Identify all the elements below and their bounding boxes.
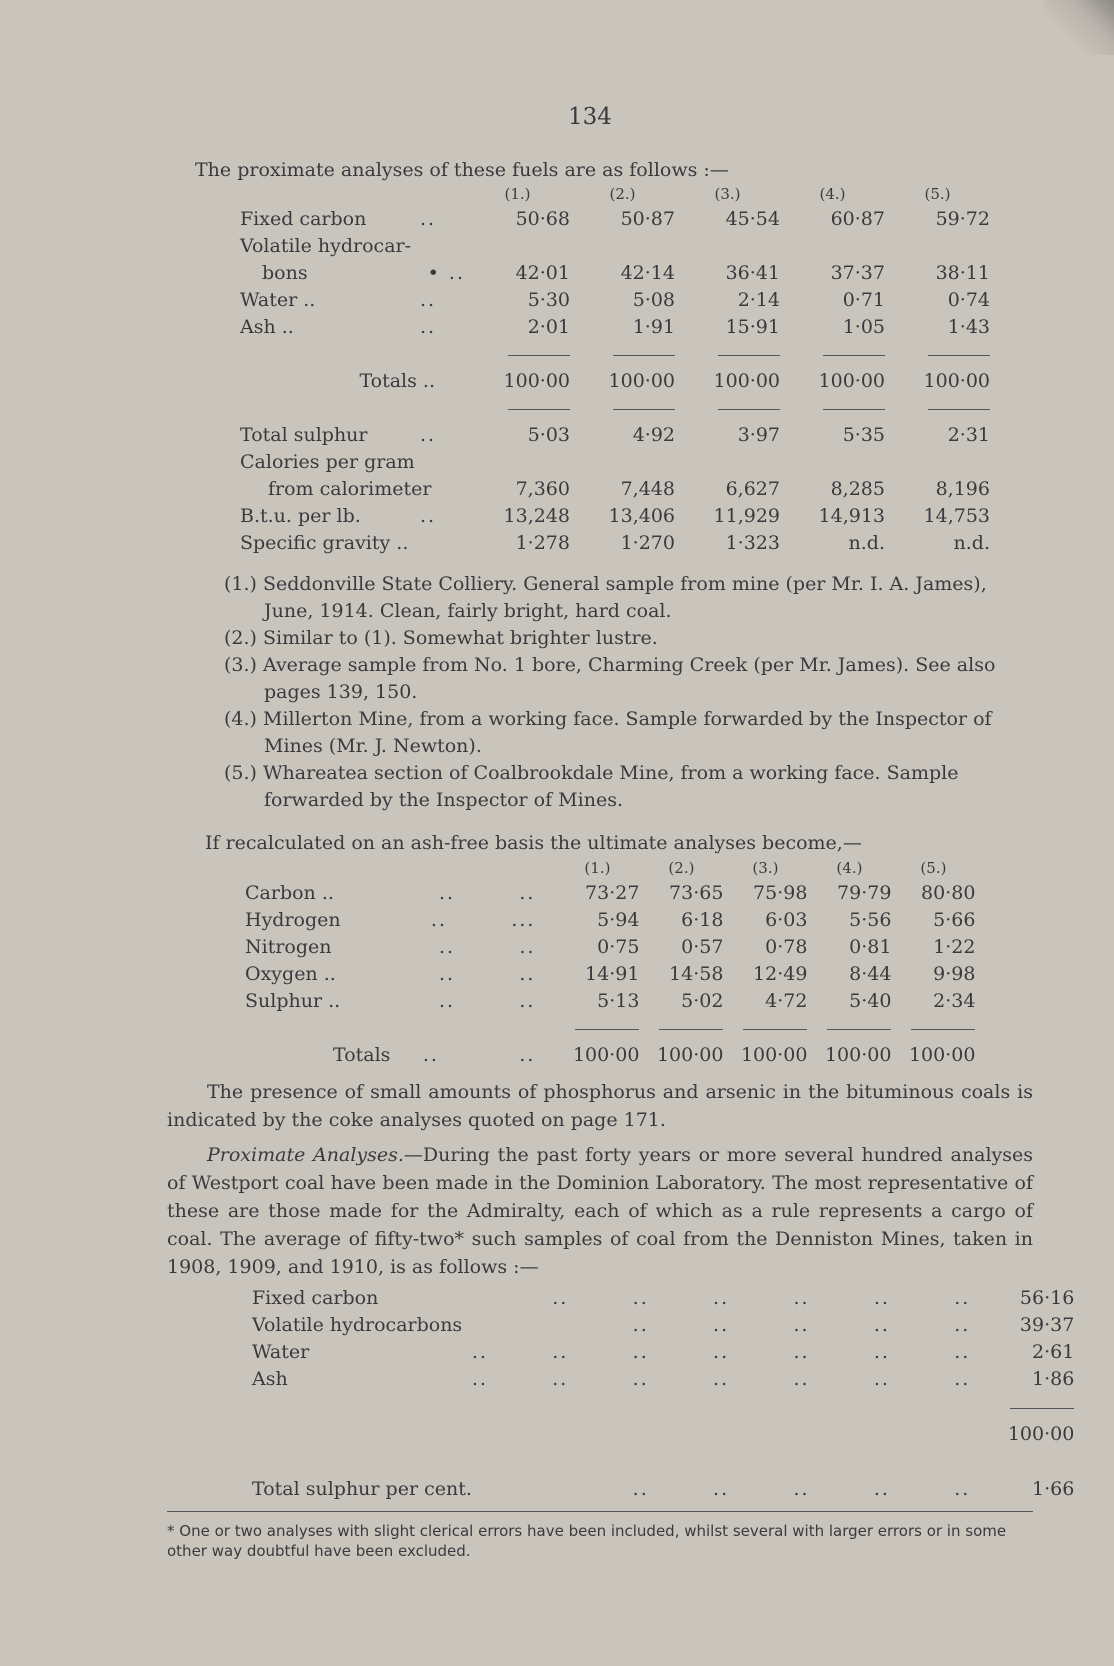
sum-rule	[827, 1029, 891, 1030]
cell-value: 39·37	[1019, 1314, 1075, 1336]
note-item: (2.) Similar to (1). Somewhat brighter lustre.	[224, 627, 658, 649]
cell-value: 79·79	[837, 882, 892, 904]
cell-value: 12·49	[753, 963, 808, 985]
section-heading: Proximate Analyses.	[207, 1144, 404, 1166]
total-value: 100·00	[740, 1044, 808, 1066]
row-label: Fixed carbon	[252, 1287, 379, 1309]
cell-value: 38·11	[935, 262, 990, 284]
leader-dots: .. .. .. .. ..	[632, 1478, 971, 1500]
note-item: (5.) Whareatea section of Coalbrookdale Mine, from a working face. Sample forwarded by the Inspector of Mines.	[224, 762, 959, 811]
footnote-rule	[167, 1511, 1033, 1512]
note-item: (4.) Millerton Mine, from a working face. Sample forwarded by the Inspector of Mines (Mr. J. Newton).	[224, 708, 992, 757]
cell-value: 5·02	[681, 990, 724, 1012]
row-label: Volatile hydrocar-	[240, 235, 412, 257]
table-row	[240, 284, 990, 311]
cell-value: 1·323	[725, 532, 780, 554]
cell-value: 5·66	[933, 909, 976, 931]
leader-dots: ..	[420, 208, 437, 230]
sum-rule	[1010, 1408, 1074, 1409]
proximate-analyses-paragraph	[167, 1141, 1033, 1281]
cell-value: 0·78	[765, 936, 808, 958]
cell-value: 14,913	[818, 505, 885, 527]
leader-dots: .. .. .. .. .. .. ..	[471, 1341, 971, 1363]
table-row	[245, 985, 975, 1012]
total-value: 100·00	[572, 1044, 640, 1066]
total-value: 100·00	[908, 1044, 976, 1066]
leader-dots: .. ..	[422, 1044, 536, 1066]
row-label: Fixed carbon	[240, 208, 367, 230]
row-label: Ash ..	[240, 316, 294, 338]
cell-value: 1·278	[515, 532, 570, 554]
leader-dots: ..	[420, 316, 437, 338]
table-row	[252, 1363, 1074, 1390]
cell-value: 73·27	[585, 882, 640, 904]
cell-value: 4·72	[765, 990, 808, 1012]
sum-rule	[613, 355, 675, 356]
cell-value: 1·66	[1032, 1478, 1075, 1500]
sum-rule	[823, 355, 885, 356]
cell-value: 60·87	[830, 208, 885, 230]
sum-rule	[613, 409, 675, 410]
column-header: (2.)	[668, 859, 695, 877]
cell-value: n.d.	[953, 532, 990, 554]
table-row	[245, 958, 975, 985]
cell-value: 1·22	[933, 936, 976, 958]
sum-rule	[928, 355, 990, 356]
column-header: (4.)	[819, 185, 846, 203]
total-value: 100·00	[656, 1044, 724, 1066]
cell-value: 5·56	[849, 909, 892, 931]
cell-value: 13,406	[608, 505, 675, 527]
table-row	[245, 904, 975, 931]
total-value: 100·00	[608, 370, 675, 392]
cell-value: 11,929	[713, 505, 780, 527]
totals-label: Totals	[333, 1044, 391, 1066]
total-value: 100·00	[1007, 1423, 1075, 1445]
sum-rule	[928, 409, 990, 410]
row-label: from calorimeter	[268, 478, 432, 500]
column-header: (5.)	[920, 859, 947, 877]
totals-row	[252, 1418, 1074, 1445]
cell-value: 50·87	[620, 208, 675, 230]
table-header-row	[240, 181, 990, 203]
table-row	[240, 230, 990, 257]
cell-value: n.d.	[848, 532, 885, 554]
cell-value: 8,196	[935, 478, 990, 500]
row-label: Sulphur ..	[245, 990, 341, 1012]
cell-value: 6·18	[681, 909, 724, 931]
sum-rule	[718, 355, 780, 356]
cell-value: 0·81	[849, 936, 892, 958]
row-label: Nitrogen	[245, 936, 332, 958]
cell-value: 5·40	[849, 990, 892, 1012]
cell-value: 1·43	[947, 316, 990, 338]
table-row	[240, 473, 990, 500]
column-header: (3.)	[714, 185, 741, 203]
leader-dots: ..	[420, 289, 437, 311]
cell-value: 2·14	[737, 289, 780, 311]
cell-value: 0·74	[947, 289, 990, 311]
cell-value: 0·57	[681, 936, 724, 958]
table-row	[252, 1282, 1074, 1309]
row-label: Calories per gram	[240, 451, 415, 473]
cell-value: 2·31	[947, 424, 990, 446]
cell-value: 14,753	[923, 505, 990, 527]
table-row	[240, 419, 990, 446]
cell-value: 37·37	[830, 262, 885, 284]
cell-value: 5·08	[632, 289, 675, 311]
intro-text: The proximate analyses of these fuels are as follows :—	[195, 159, 729, 181]
table-row	[240, 311, 990, 338]
column-header: (5.)	[924, 185, 951, 203]
table-row	[245, 877, 975, 904]
cell-value: 5·35	[842, 424, 885, 446]
total-value: 100·00	[923, 370, 990, 392]
row-label: Ash	[252, 1368, 288, 1390]
column-header: (4.)	[836, 859, 863, 877]
sum-rule	[508, 355, 570, 356]
cell-value: 59·72	[935, 208, 990, 230]
row-label: Water	[252, 1341, 310, 1363]
row-label: Specific gravity ..	[240, 532, 409, 554]
cell-value: 7,448	[620, 478, 675, 500]
leader-dots: ..	[420, 424, 437, 446]
spacer-row	[252, 1445, 1074, 1473]
cell-value: 5·13	[597, 990, 640, 1012]
ultimate-analyses-table	[245, 855, 975, 1066]
phosphorus-paragraph: The presence of small amounts of phosphorus and arsenic in the bituminous coals is indicated by the coke analyses quoted on page 171.	[167, 1081, 1033, 1131]
cell-value: 1·270	[620, 532, 675, 554]
average-analyses-table	[252, 1282, 1074, 1500]
table-row	[252, 1336, 1074, 1363]
sum-rule	[823, 409, 885, 410]
totals-row	[245, 1039, 975, 1066]
sample-notes	[200, 571, 1030, 814]
leader-dots: .. ..	[438, 882, 536, 904]
row-label: bons	[262, 262, 308, 284]
column-header: (1.)	[504, 185, 531, 203]
cell-value: 0·71	[842, 289, 885, 311]
cell-value: 1·86	[1032, 1368, 1075, 1390]
total-value: 100·00	[713, 370, 780, 392]
ultimate-intro-text: If recalculated on an ash-free basis the ultimate analyses become,—	[205, 832, 862, 854]
cell-value: 7,360	[515, 478, 570, 500]
note-item: (1.) Seddonville State Colliery. General sample from mine (per Mr. I. A. James), June, 1914. Clean, fairly bright, hard coal.	[224, 573, 987, 622]
totals-label: Totals ..	[359, 370, 435, 392]
cell-value: 2·34	[933, 990, 976, 1012]
leader-dots: .. .. .. .. .. .. ..	[471, 1368, 971, 1390]
row-label: Volatile hydrocarbons	[252, 1314, 463, 1336]
cell-value: 1·05	[842, 316, 885, 338]
column-header: (1.)	[584, 859, 611, 877]
row-label: Oxygen ..	[245, 963, 336, 985]
leader-dots: .. ..	[438, 963, 536, 985]
table-row	[240, 527, 990, 554]
cell-value: 1·91	[632, 316, 675, 338]
totals-row	[240, 365, 990, 392]
table-row	[240, 257, 990, 284]
cell-value: 2·61	[1032, 1341, 1075, 1363]
footnote: * One or two analyses with slight clerical errors have been included, whilst several with larger errors or in some other way doubtful have been excluded.	[167, 1522, 1007, 1560]
cell-value: 8·44	[849, 963, 892, 985]
cell-value: 50·68	[515, 208, 570, 230]
cell-value: 14·58	[669, 963, 724, 985]
row-label: Total sulphur per cent.	[252, 1478, 472, 1500]
leader-dots: .. .. .. .. .. ..	[552, 1287, 971, 1309]
cell-value: 13,248	[503, 505, 570, 527]
rule-row	[240, 392, 990, 419]
table-row	[240, 203, 990, 230]
leader-dots: • ..	[427, 262, 465, 284]
cell-value: 75·98	[753, 882, 808, 904]
cell-value: 42·14	[620, 262, 675, 284]
rule-row	[252, 1390, 1074, 1418]
cell-value: 6·03	[765, 909, 808, 931]
leader-dots: .. .. .. .. ..	[632, 1314, 971, 1336]
cell-value: 14·91	[585, 963, 640, 985]
sum-rule	[508, 409, 570, 410]
leader-dots: .. ...	[430, 909, 536, 931]
sum-rule	[743, 1029, 807, 1030]
leader-dots: .. ..	[438, 936, 536, 958]
row-label: Total sulphur	[240, 424, 368, 446]
column-header: (2.)	[609, 185, 636, 203]
leader-dots: .. ..	[438, 990, 536, 1012]
paragraph-text: —During the past forty years or more several hundred analyses of Westport coal have been made in the Dominion Laboratory. The most representative of these are those made for the Admiralty, each of which as a rule represents a cargo of coal. The average of fifty-two* such samples of coal from the Denniston Mines, taken in 1908, 1909, and 1910, is as follows :—	[167, 1144, 1033, 1278]
cell-value: 5·30	[527, 289, 570, 311]
sulphur-row	[252, 1473, 1074, 1500]
proximate-analyses-table	[240, 181, 990, 554]
rule-row	[240, 338, 990, 365]
cell-value: 2·01	[527, 316, 570, 338]
sum-rule	[659, 1029, 723, 1030]
table-row	[240, 500, 990, 527]
cell-value: 6,627	[725, 478, 780, 500]
cell-value: 5·03	[527, 424, 570, 446]
cell-value: 9·98	[933, 963, 976, 985]
cell-value: 56·16	[1019, 1287, 1075, 1309]
cell-value: 5·94	[597, 909, 640, 931]
total-value: 100·00	[503, 370, 570, 392]
row-label: Water ..	[240, 289, 316, 311]
cell-value: 73·65	[669, 882, 724, 904]
sum-rule	[575, 1029, 639, 1030]
sum-rule	[718, 409, 780, 410]
row-label: Hydrogen	[245, 909, 341, 931]
table-row	[252, 1309, 1074, 1336]
row-label: Carbon ..	[245, 882, 334, 904]
column-header: (3.)	[752, 859, 779, 877]
cell-value: 45·54	[725, 208, 780, 230]
table-row	[245, 931, 975, 958]
cell-value: 80·80	[921, 882, 976, 904]
total-value: 100·00	[824, 1044, 892, 1066]
table-row	[240, 446, 990, 473]
cell-value: 4·92	[632, 424, 675, 446]
rule-row	[245, 1012, 975, 1039]
cell-value: 36·41	[725, 262, 780, 284]
cell-value: 8,285	[830, 478, 885, 500]
cell-value: 42·01	[515, 262, 570, 284]
page-number: 134	[568, 104, 612, 130]
leader-dots: ..	[420, 505, 437, 527]
row-label: B.t.u. per lb.	[240, 505, 361, 527]
table-header-row	[245, 855, 975, 877]
cell-value: 15·91	[725, 316, 780, 338]
cell-value: 3·97	[737, 424, 780, 446]
sum-rule	[911, 1029, 975, 1030]
page-corner-fold	[1044, 0, 1114, 55]
note-item: (3.) Average sample from No. 1 bore, Charming Creek (per Mr. James). See also pages 139, 150.	[224, 654, 996, 703]
total-value: 100·00	[818, 370, 885, 392]
cell-value: 0·75	[597, 936, 640, 958]
